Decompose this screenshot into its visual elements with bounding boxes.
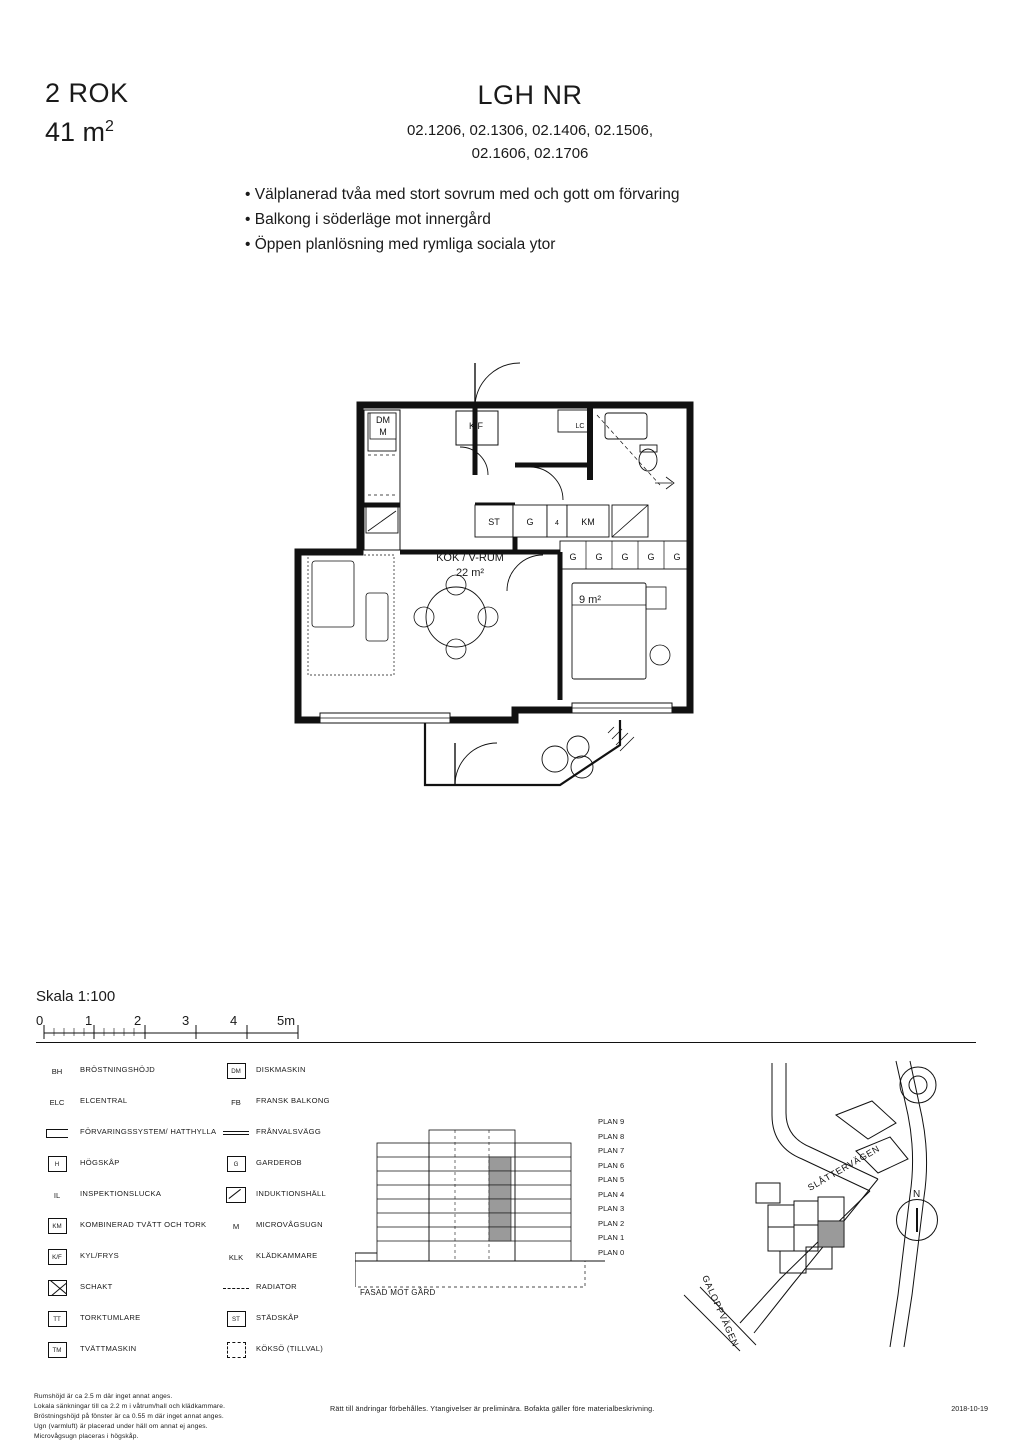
compass-north-label: N [913,1189,921,1200]
scale-tick-0: 0 [36,1013,44,1028]
legend-item-kokso [216,1339,376,1370]
legend-sym-tm: TM [52,1346,62,1354]
scale-title: Skala 1:100 [36,988,116,1005]
legend-item-induktionshall [216,1184,376,1215]
plan-tag-g3: G [621,552,629,562]
legend-column-2 [216,1060,376,1370]
area-value: 41 m [45,117,106,147]
scale-tick-4: 4 [230,1013,238,1028]
legend-label-dm: DISKMASKIN [256,1065,306,1074]
floor-level-5: PLAN 5 [598,1175,625,1184]
french-balcony-icon [216,1091,256,1113]
lgh-numbers-line2: 02.1606, 02.1706 [471,144,589,162]
floor-plan-svg [260,355,740,815]
kitchen-island-icon [216,1339,256,1361]
street-label-slattervagen: SLÅTTERVÄGEN [806,1143,882,1193]
lgh-numbers [300,120,760,165]
scale-tick-5: 5m [277,1013,296,1028]
elevation-caption: FASAD MOT GÅRD [360,1288,436,1297]
legend-item-dm [216,1060,376,1091]
wardrobe-icon [216,1153,256,1175]
floor-level-9: PLAN 9 [598,1117,625,1126]
microwave-icon [216,1215,256,1237]
footer-note-1: Rumshöjd är ca 2.5 m där inget annat anges. [34,1393,173,1400]
floor-level-4: PLAN 4 [598,1189,625,1199]
legend-label-elc: ELCENTRAL [80,1096,128,1105]
legend-sym-m: M [232,1221,240,1231]
feature-item-2: • Balkong i söderläge mot innergård [245,211,491,229]
highlighted-building [818,1221,844,1247]
legend-label-m: MICROVÅGSUGN [256,1220,323,1229]
floor-level-list [598,1118,624,1263]
legend-label-klk: KLÄDKAMMARE [256,1251,318,1260]
scale-bar [36,1015,326,1043]
apartment-area [45,117,129,148]
floor-level-0: PLAN 0 [598,1247,625,1257]
elevation-svg [355,1105,605,1295]
induction-hob-icon [216,1184,256,1206]
legend-item-franvalsvagg [216,1122,376,1153]
floor-plan-drawing [260,355,740,815]
legend-label-st: STÄDSKÅP [256,1313,299,1322]
legend-label-franvalsvagg: FRÅNVALSVÄGG [256,1127,322,1136]
legend-sym-elc: ELC [49,1097,65,1107]
legend-label-h: HÖGSKÅP [80,1158,120,1167]
room-area-kitchen: 22 m² [455,566,485,579]
legend-item-st [216,1308,376,1339]
room-name-kitchen: KÖK / V-RUM [436,552,504,564]
footer-disclaimer: Rätt till ändringar förbehålles. Ytangivelser är preliminära. Bofakta gäller före materialbeskrivning. [330,1404,655,1413]
building-elevation [355,1105,605,1295]
scale-tick-1: 1 [85,1013,93,1028]
plan-tag-dm: DM [376,415,390,425]
legend-sym-st: ST [232,1315,240,1323]
legend-sym-bh: BH [51,1066,63,1076]
shaft-icon [34,1277,80,1299]
fridge-freezer-icon [34,1246,80,1268]
legend-label-hatthylla: FÖRVARINGSSYSTEM/ HATTHYLLA [80,1127,217,1136]
legend-label-kf: KYL/FRYS [80,1251,119,1260]
scale-tick-3: 3 [182,1013,190,1028]
shelf-icon [34,1122,80,1144]
legend-label-il: INSPEKTIONSLUCKA [80,1189,162,1198]
legend-label-fb: FRANSK BALKONG [256,1096,330,1105]
legend-item-fb [216,1091,376,1122]
lgh-title: LGH NR [477,80,583,110]
feature-item-3: • Öppen planlösning med rymliga sociala ytor [245,236,556,254]
plan-tag-kf: K/F [468,421,484,431]
walk-in-closet-icon [216,1246,256,1268]
legend-item-radiator [216,1277,376,1308]
compass-rose [893,1189,941,1243]
legend-label-km: KOMBINERAD TVÄTT OCH TORK [80,1220,207,1229]
divider-line [36,1042,976,1043]
plan-tag-m: M [379,427,387,437]
legend-label-tm: TVÄTTMASKIN [80,1344,137,1353]
feature-item-1: • Välplanerad tvåa med stort sovrum med och gott om förvaring [245,186,680,203]
radiator-icon [216,1277,256,1299]
tall-cabinet-icon [34,1153,80,1175]
optional-wall-icon [216,1122,256,1144]
header-left [45,78,129,148]
bh-icon [34,1060,80,1082]
plan-tag-g2: G [595,552,603,562]
legend [34,1060,364,1370]
legend-sym-kf: K/F [52,1253,62,1261]
floor-level-6: PLAN 6 [598,1160,625,1170]
footer-note-4: Ugn (varmluft) är placerad under häll om annat ej anges. [34,1422,208,1430]
legend-item-klk [216,1246,376,1277]
legend-sym-km: KM [52,1222,62,1230]
legend-sym-g: G [233,1160,239,1168]
inspection-hatch-icon [34,1184,80,1206]
washer-dryer-icon [34,1215,80,1237]
floor-level-2: PLAN 2 [598,1218,625,1228]
floor-level-3: PLAN 3 [598,1204,625,1213]
legend-label-radiator: RADIATOR [256,1282,297,1291]
plan-tag-small: 4 [555,520,559,527]
room-count: 2 ROK [45,78,129,108]
legend-sym-fb: FB [231,1097,241,1107]
plan-tag-g4: G [647,552,655,562]
plan-tag-km: KM [581,517,595,527]
legend-label-g: GARDEROB [256,1158,302,1167]
area-unit-sup: 2 [105,118,114,135]
footer-date: 2018-10-19 [951,1404,988,1413]
plan-tag-lc: LC [575,423,585,430]
scale-tick-2: 2 [134,1013,142,1028]
header-center [300,80,760,165]
street-label-galoppvagen: GALOPPVÄGEN [700,1273,741,1349]
washing-machine-icon [34,1339,80,1361]
footer-notes [34,1392,225,1441]
legend-label-induktionshall: INDUKTIONSHÄLL [256,1189,327,1198]
legend-label-kokso: KÖKSÖ (TILLVAL) [256,1344,324,1353]
legend-label-schakt: SCHAKT [80,1282,113,1291]
legend-label-tt: TORKTUMLARE [80,1313,141,1322]
legend-item-m [216,1215,376,1246]
footer-note-3: Bröstningshöjd på fönster är ca 0.55 m där inget annat anges. [34,1412,224,1420]
plan-tag-g1: G [569,552,577,562]
legend-sym-il: IL [53,1190,61,1200]
dishwasher-icon [216,1060,256,1082]
floor-level-1: PLAN 1 [598,1233,625,1242]
footer-note-5: Microvågsugn placeras i högskåp. [34,1432,139,1440]
plan-tag-g5: G [673,552,681,562]
feature-list [245,182,679,257]
legend-sym-dm: DM [231,1067,241,1075]
lgh-numbers-line1: 02.1206, 02.1306, 02.1406, 02.1506, [406,122,654,139]
room-label-kitchen [410,551,530,581]
room-area-bedroom: 9 m² [579,594,601,606]
cleaning-cabinet-icon [216,1308,256,1330]
plan-tag-st: ST [488,517,500,527]
legend-sym-tt: TT [53,1315,61,1323]
elc-icon [34,1091,80,1113]
legend-label-bh: BRÖSTNINGSHÖJD [80,1065,156,1074]
plan-tag-g: G [526,517,534,527]
legend-sym-klk: KLK [228,1252,244,1262]
floor-level-8: PLAN 8 [598,1131,625,1141]
footer-note-2: Lokala sänkningar till ca 2.2 m i våtrum/hall och klädkammare. [34,1402,226,1410]
legend-item-g [216,1153,376,1184]
tumble-dryer-icon [34,1308,80,1330]
legend-sym-h: H [54,1160,60,1168]
floor-level-7: PLAN 7 [598,1146,625,1155]
